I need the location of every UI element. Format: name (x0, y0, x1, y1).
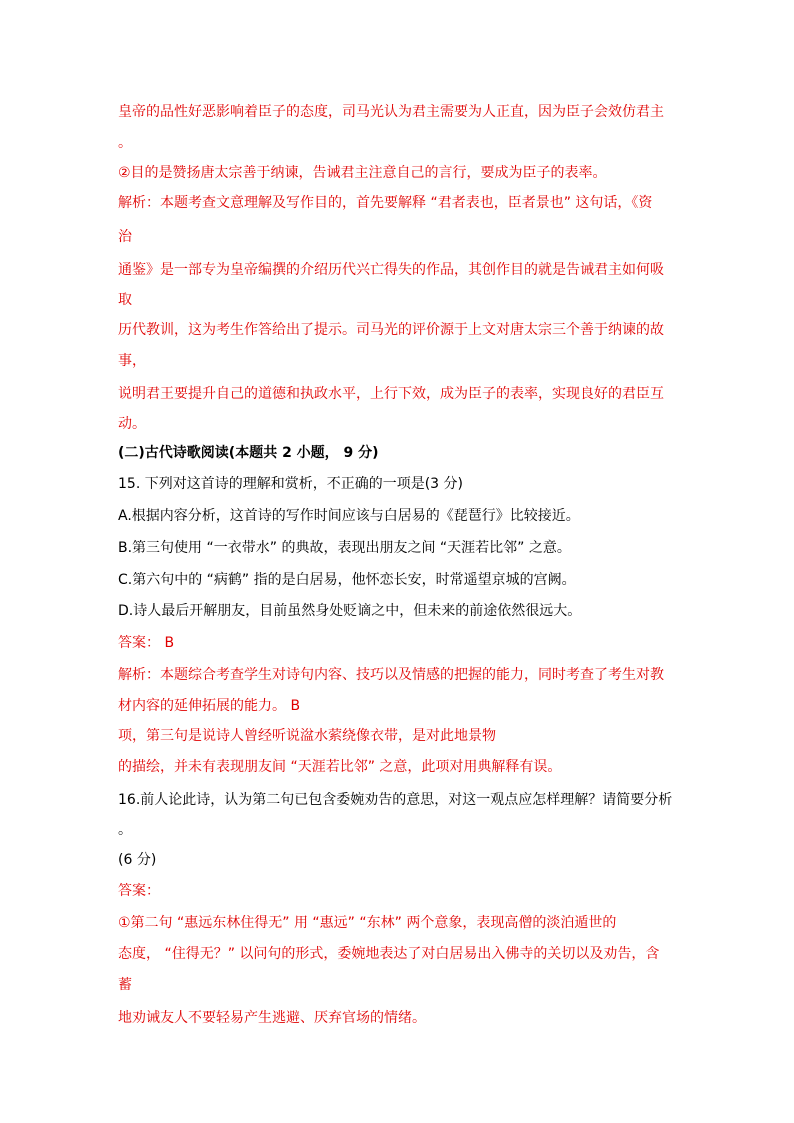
text-line: 取 (118, 292, 132, 308)
text-line: 态度， “住得无？” 以问句的形式，委婉地表达了对白居易出入佛寺的关切以及劝告，含 (118, 946, 660, 962)
text-line: 动。 (118, 416, 146, 432)
option-b: B.第三句使用 “一衣带水” 的典故，表现出朋友之间 “天涯若比邻” 之意。 (118, 540, 571, 556)
text-line: 治 (118, 229, 132, 245)
option-c: C.第六句中的 “病鹤” 指的是白居易，他怀恋长安，时常遥望京城的宫阙。 (118, 572, 576, 588)
section-heading: (二)古代诗歌阅读(本题共 2 小题， 9 分) (118, 445, 379, 461)
option-a: A.根据内容分析，这首诗的写作时间应该与白居易的《琵琶行》比较接近。 (118, 508, 580, 524)
text-line: 解析：本题综合考查学生对诗句内容、技巧以及情感的把握的能力，同时考查了考生对教 (118, 667, 664, 683)
text-line: 蓄 (118, 977, 132, 993)
text-line: 解析：本题考查文意理解及写作目的，首先要解释 “君者表也，臣者景也” 这句话，《资 (118, 195, 653, 211)
text-line: 皇帝的品性好恶影响着臣子的态度，司马光认为君主需要为人正直，因为臣子会效仿君主 (118, 104, 664, 120)
text-line: 说明君王要提升自己的道德和执政水平，上行下效，成为臣子的表率，实现良好的君臣互 (118, 386, 664, 402)
text-line: 。 (118, 822, 132, 838)
text-line: 地劝诫友人不要轻易产生逃避、厌弃官场的情绪。 (118, 1010, 426, 1026)
text-line: 通鉴》是一部专为皇帝编撰的介绍历代兴亡得失的作品，其创作目的就是告诫君主如何吸 (118, 262, 664, 278)
text-line: ②目的是赞扬唐太宗善于纳谏，告诫君主注意自己的言行，要成为臣子的表率。 (118, 165, 607, 181)
question-15: 15. 下列对这首诗的理解和赏析，不正确的一项是(3 分) (118, 476, 463, 492)
text-line: ①第二句 “惠远东林住得无” 用 “惠远” “东林” 两个意象，表现高僧的淡泊遁世的 (118, 915, 617, 931)
text-line: 事， (118, 353, 146, 369)
text-line: 历代教训，这为考生作答给出了提示。司马光的评价源于上文对唐太宗三个善于纳谏的故 (118, 322, 664, 338)
answer-15: 答案： B (118, 635, 175, 651)
option-d: D.诗人最后开解朋友，目前虽然身处贬谪之中，但未来的前途依然很远大。 (118, 603, 582, 619)
points-note: (6 分) (118, 852, 157, 868)
text-line: 项，第三句是说诗人曾经听说湓水萦绕像衣带，是对此地景物 (118, 728, 496, 744)
question-16: 16.前人论此诗，认为第二句已包含委婉劝告的意思，对这一观点应怎样理解？请简要分析 (118, 792, 673, 808)
text-line: 。 (118, 135, 132, 151)
text-line: 的描绘，并未有表现朋友间 “天涯若比邻” 之意，此项对用典解释有误。 (118, 759, 562, 775)
answer-label: 答案： (118, 883, 160, 899)
text-line: 材内容的延伸拓展的能力。 B (118, 698, 301, 714)
